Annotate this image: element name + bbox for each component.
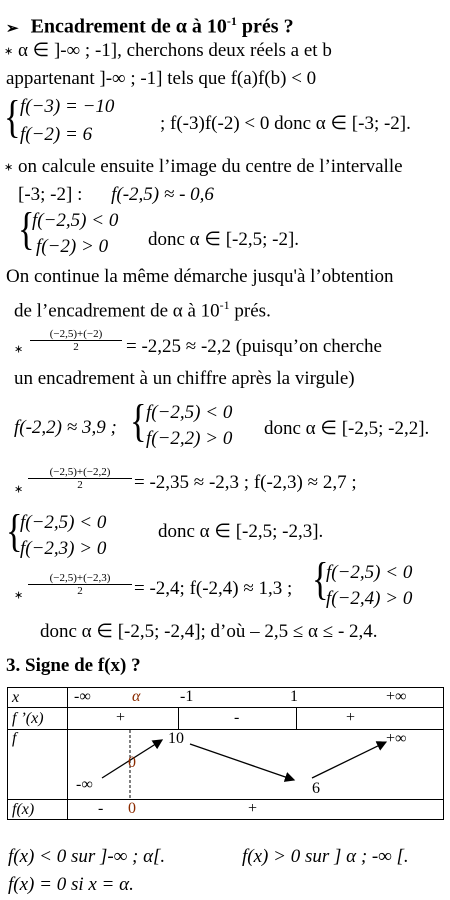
step4-sys-a: f(−2,5) < 0 [146,402,233,423]
step1-sys-a: f(−3) = −10 [20,96,115,117]
x-value: 1 [290,688,298,705]
row-f-label: f [8,730,68,800]
step4-value: f(-2,2) ≈ 3,9 ; [14,417,117,438]
row-fx [8,800,444,820]
step6-conclusion: donc α ∈ [-2,5; -2,4]; d’où – 2,5 ≤ α ≤ - 2,4. [40,621,378,642]
step2-line2: [-3; -2] : f(-2,5) ≈ - 0,6 [18,184,214,205]
bullet-icon: ∗ [14,589,24,602]
summary-negative: f(x) < 0 sur ]-∞ ; α[. [8,846,166,867]
step3-text: = -2,25 ≈ -2,2 (puisqu’on cherche [126,336,382,357]
step5-sys-b: f(−2,3) > 0 [20,538,107,559]
step5-text: = -2,35 ≈ -2,3 ; f(-2,3) ≈ 2,7 ; [134,472,357,493]
bullet-icon: ∗ [4,45,14,58]
x-value: +∞ [386,688,407,705]
arrow-decreasing [190,744,294,780]
f-value: 10 [168,730,184,747]
f-value: +∞ [386,730,407,747]
step2-line1: ∗ on calcule ensuite l’image du centre de l’intervalle [4,156,403,177]
step4-sys-b: f(−2,2) > 0 [146,428,233,449]
arrow-increasing-2 [312,742,386,778]
row-fx-label: f(x) [8,800,68,820]
summary-zero: f(x) = 0 si x = α. [8,874,134,895]
step1-conclusion: ; f(-3)f(-2) < 0 donc α ∈ [-3; -2]. [160,113,411,134]
bullet-icon: ∗ [14,483,24,496]
step3-line2: un encadrement à un chiffre après la virgule) [14,368,355,389]
step6-text: = -2,4; f(-2,4) ≈ 1,3 ; [134,578,293,599]
separator [178,708,179,729]
step4-conclusion: donc α ∈ [-2,5; -2,2]. [264,418,430,439]
f-value: -∞ [76,776,93,793]
step2-sys-a: f(−2,5) < 0 [32,210,119,231]
brace-icon: { [130,395,147,446]
deriv-sign: - [234,709,240,726]
brace-icon: { [4,91,21,142]
brace-icon: { [312,553,329,604]
deriv-sign: + [116,709,126,726]
step6-sys-b: f(−2,4) > 0 [326,588,413,609]
step1-line1: ∗ α ∈ ]-∞ ; -1], cherchons deux réels a et b [4,40,332,61]
fx-sign: + [248,800,258,817]
fx-sign: - [98,800,104,817]
deriv-sign: + [346,709,356,726]
brace-icon: { [18,203,35,254]
x-value-alpha: α [132,688,141,705]
bullet-icon: ∗ [14,343,24,356]
section-heading: ➢ Encadrement de α à $10^{-1}$ prés ? [6,14,294,38]
separator [296,708,297,729]
step1-line2: appartenant ]-∞ ; -1] tels que f(a)f(b) < 0 [6,68,317,89]
f-value: 6 [312,780,320,797]
arrow-bullet-icon: ➢ [6,20,19,37]
fx-zero: 0 [128,800,136,817]
row-deriv-label: f ’(x) [8,708,68,730]
step6-fraction: $\frac{(-2,5)+(-2,3)}{2}$ [28,572,132,597]
step3-fraction: $\frac{(-2,5)+(-2)}{2}$ [30,328,122,353]
summary-positive: f(x) > 0 sur ] α ; -∞ [. [242,846,409,867]
step5-conclusion: donc α ∈ [-2,5; -2,3]. [158,521,324,542]
continue-line2: de l’encadrement de α à $10^{-1}$ prés. [14,298,271,322]
step5-fraction: $\frac{(-2,5)+(-2,2)}{2}$ [28,466,132,491]
step6-sys-a: f(−2,5) < 0 [326,562,413,583]
brace-icon: { [6,505,23,556]
row-f [8,730,444,800]
variation-table [7,687,444,820]
row-x [8,688,444,708]
step1-sys-b: f(−2) = 6 [20,124,93,145]
bullet-icon: ∗ [4,161,14,174]
x-value: -1 [180,688,194,705]
section3-heading: 3. Signe de f(x) ? [6,655,141,676]
row-derivative [8,708,444,730]
continue-line1: On continue la même démarche jusqu'à l’obtention [6,266,394,287]
x-value: -∞ [74,688,91,705]
step2-sys-b: f(−2) > 0 [36,236,109,257]
step2-conclusion: donc α ∈ [-2,5; -2]. [148,229,300,250]
row-x-label: x [8,688,68,708]
step5-sys-a: f(−2,5) < 0 [20,512,107,533]
f-value-zero: 0 [128,754,136,771]
